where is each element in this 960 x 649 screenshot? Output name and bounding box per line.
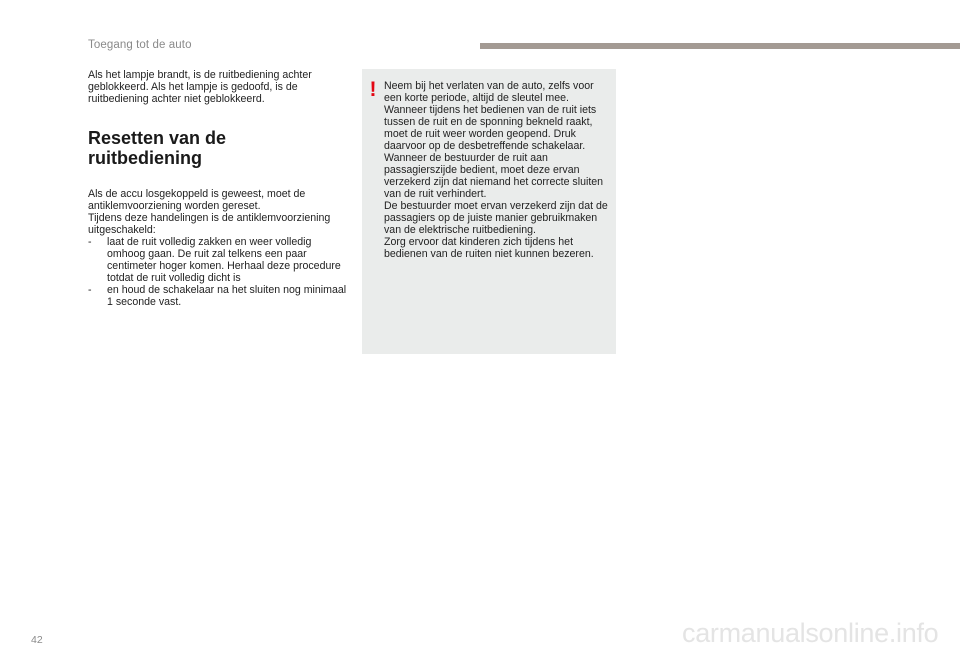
heading-line-2: ruitbediening [88, 148, 202, 168]
warning-paragraph: Wanneer de bestuurder de ruit aan passagierszijde bedient, moet deze ervan verzekerd zijn dat niemand het correcte sluiten van de ruit verhindert. [384, 152, 604, 200]
heading-line-1: Resetten van de [88, 128, 227, 148]
warning-icon: ! [369, 78, 377, 101]
bullet-dash: - [88, 284, 92, 296]
warning-box [362, 69, 616, 354]
page-number: 42 [31, 634, 43, 646]
header-bar [480, 43, 960, 49]
intro-paragraph: Als het lampje brandt, is de ruitbediening achter geblokkeerd. Als het lampje is gedoofd, is de ruitbediening achter niet geblokkeerd. [88, 69, 312, 105]
bullet-dash: - [88, 236, 92, 248]
left-column [88, 69, 350, 308]
section-title: Toegang tot de auto [88, 39, 192, 51]
warning-paragraph: De bestuurder moet ervan verzekerd zijn dat de passagiers op de juiste manier gebruikmaken van de elektrische ruitbediening. [384, 200, 608, 236]
body-paragraph-2: Tijdens deze handelingen is de antiklemvoorziening uitgeschakeld: [88, 212, 331, 236]
list-item [88, 236, 350, 284]
section-heading [88, 128, 350, 168]
watermark: carmanualsonline.info [682, 618, 939, 648]
list-item [88, 284, 350, 308]
warning-paragraph: Zorg ervoor dat kinderen zich tijdens het bedienen van de ruiten niet kunnen bezeren. [384, 236, 594, 260]
warning-text [384, 80, 612, 260]
body-paragraph-1: Als de accu losgekoppeld is geweest, moet de antiklemvoorziening worden gereset. [88, 188, 306, 212]
bullet-text: laat de ruit volledig zakken en weer volledig omhoog gaan. De ruit zal telkens een paar centimeter hoger komen. Herhaal deze procedure totdat de ruit volledig dicht is [107, 236, 341, 284]
warning-paragraph: Neem bij het verlaten van de auto, zelfs voor een korte periode, altijd de sleutel mee. [384, 80, 594, 104]
bullet-text: en houd de schakelaar na het sluiten nog minimaal 1 seconde vast. [107, 284, 347, 308]
warning-paragraph: Wanneer tijdens het bedienen van de ruit iets tussen de ruit en de sponning bekneld raakt, moet de ruit weer worden geopend. Druk daarvoor op de desbetreffende schakelaar. [384, 104, 597, 152]
